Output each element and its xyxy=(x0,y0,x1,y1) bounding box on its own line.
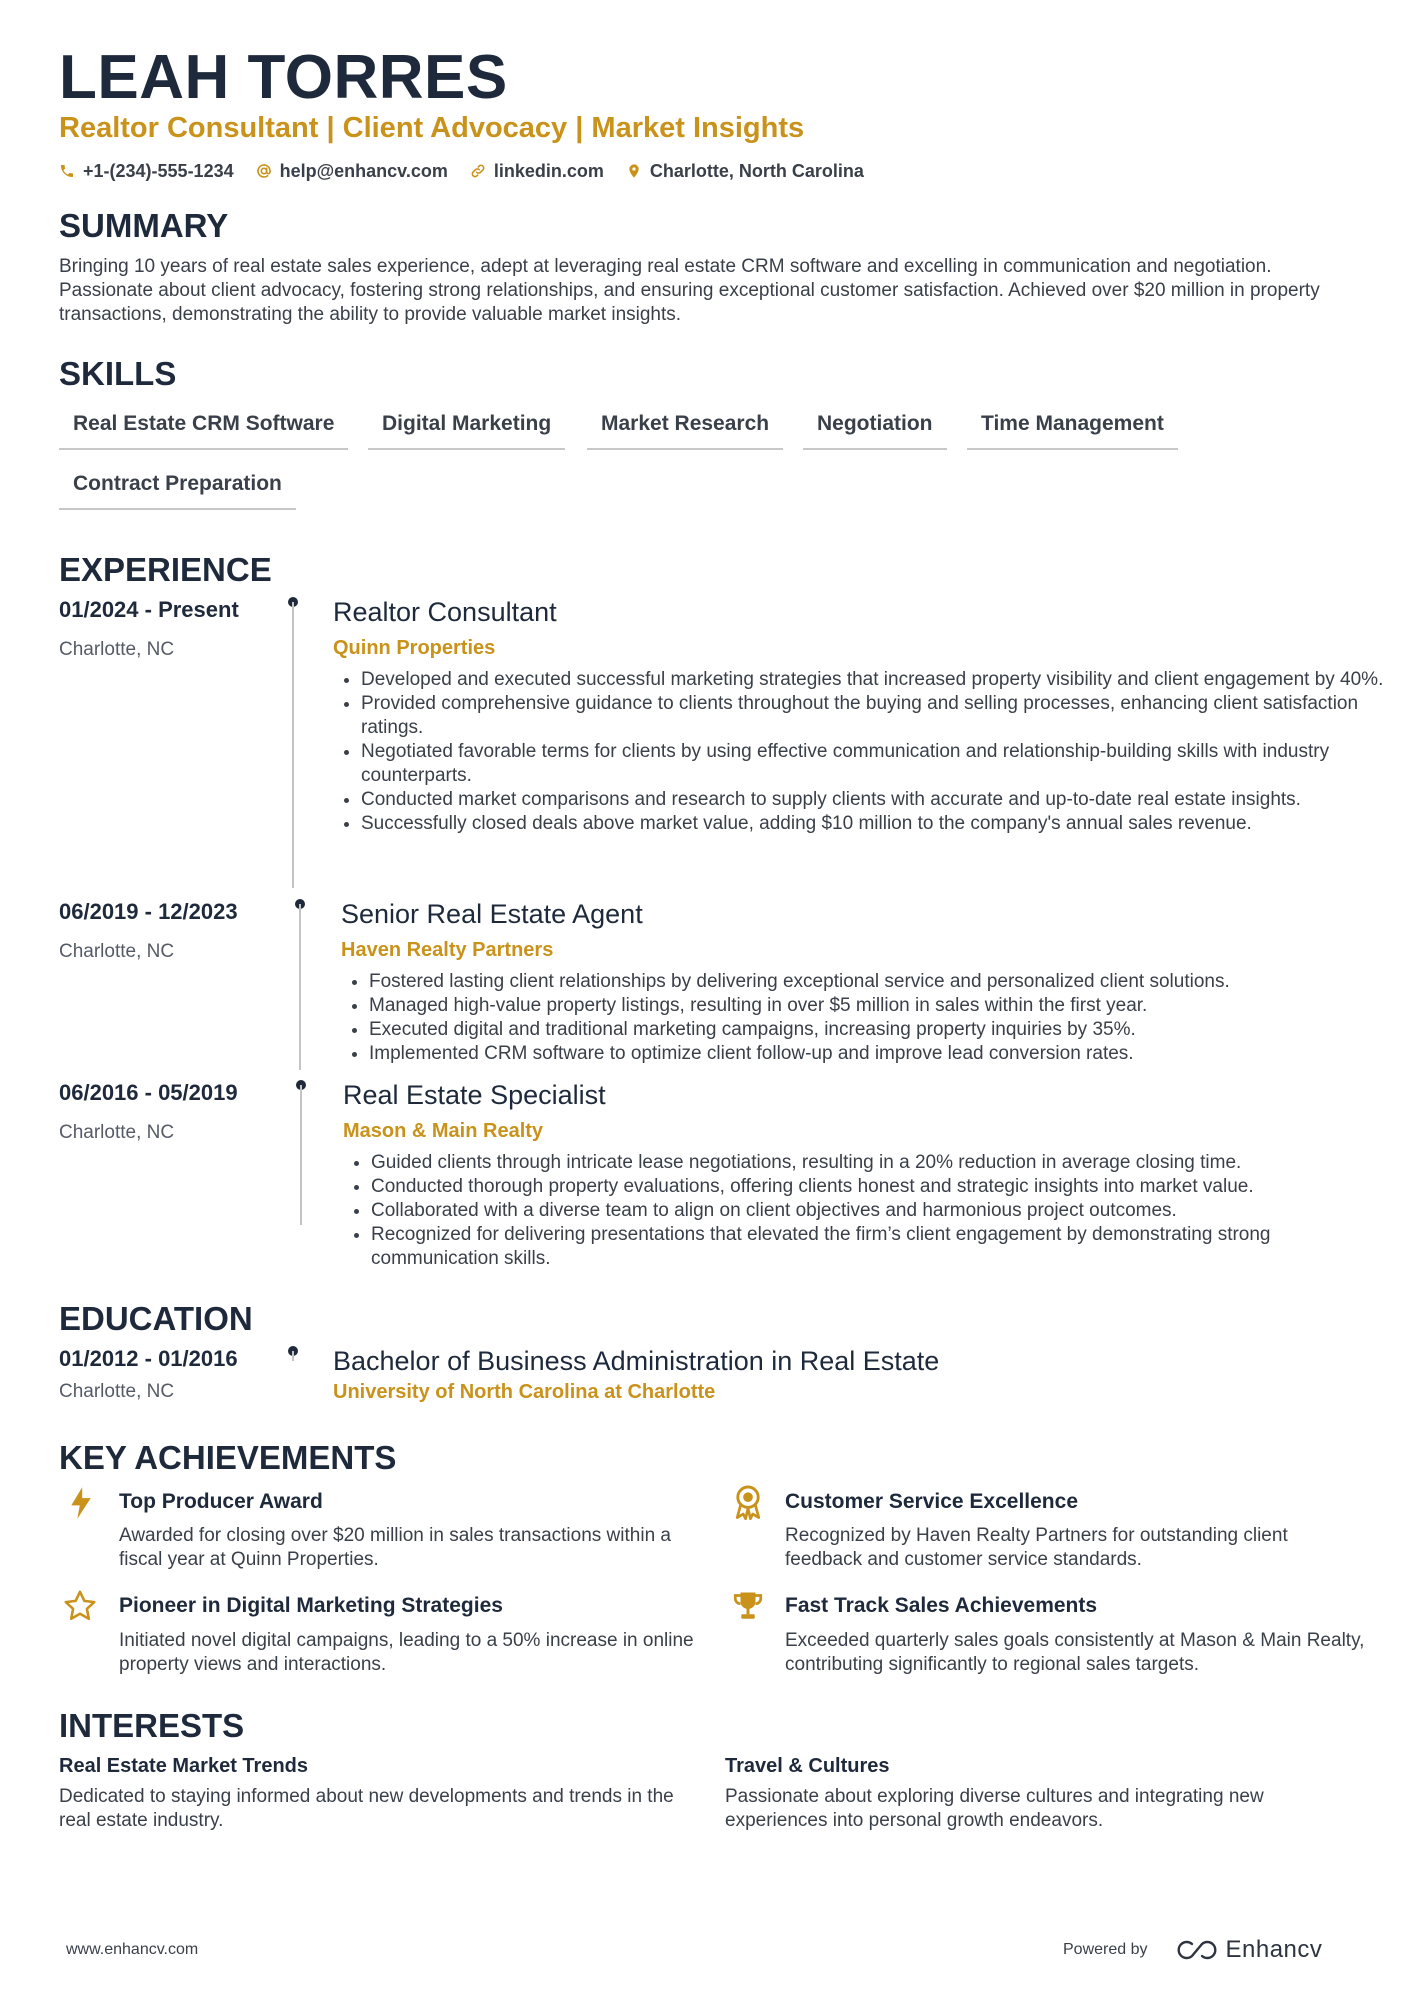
summary-heading: SUMMARY xyxy=(59,207,229,244)
job-bullets xyxy=(343,1151,1391,1271)
skill-tag: Real Estate CRM Software xyxy=(59,410,348,450)
education-heading: EDUCATION xyxy=(59,1300,253,1337)
job-dates: 06/2019 - 12/2023 xyxy=(59,899,238,924)
contact-phone xyxy=(59,158,234,184)
interests-heading: INTERESTS xyxy=(59,1707,245,1744)
timeline-line xyxy=(300,1085,302,1225)
job-bullet: • Negotiated favorable terms for clients by using effective communication and relationship-building skills with industry counterparts. xyxy=(361,740,1391,788)
job-bullet: • Implemented CRM software to optimize client follow-up and improve lead conversion rates. xyxy=(369,1042,1389,1066)
job-bullet: • Executed digital and traditional marketing campaigns, increasing property inquiries by 35%. xyxy=(369,1018,1389,1042)
job-bullet: • Guided clients through intricate lease negotiations, resulting in a 20% reduction in average closing time. xyxy=(371,1151,1391,1175)
job-bullet: • Conducted thorough property evaluations, offering clients honest and strategic insights into market value. xyxy=(371,1175,1391,1199)
contact-linkedin[interactable] xyxy=(470,158,604,184)
powered-by-label: Powered by xyxy=(1063,1941,1148,1958)
achievement-desc: Recognized by Haven Realty Partners for outstanding client feedback and customer service standards. xyxy=(785,1525,1288,1570)
contact-email[interactable] xyxy=(256,158,448,184)
footer-website[interactable]: www.enhancv.com xyxy=(66,1941,199,1958)
star-icon xyxy=(62,1588,98,1624)
achievement-title: Top Producer Award xyxy=(119,1490,323,1513)
contact-bar xyxy=(59,158,864,184)
job-role: Real Estate Specialist xyxy=(343,1080,606,1110)
skills-heading: SKILLS xyxy=(59,355,177,392)
skill-tag: Market Research xyxy=(587,410,783,450)
job-bullets xyxy=(333,668,1391,836)
lightning-icon xyxy=(66,1486,96,1516)
interest-title: Travel & Cultures xyxy=(725,1755,890,1777)
job-company: Quinn Properties xyxy=(333,637,496,659)
achievement-title: Customer Service Excellence xyxy=(785,1490,1078,1513)
link-icon xyxy=(470,163,486,179)
job-role: Realtor Consultant xyxy=(333,597,557,627)
contact-phone-text: +1-(234)-555-1234 xyxy=(83,161,234,181)
footer-branding xyxy=(1063,1936,1322,1964)
education-school: University of North Carolina at Charlotte xyxy=(333,1381,716,1403)
achievement-desc: Initiated novel digital campaigns, leading to a 50% increase in online property views and interactions. xyxy=(119,1630,694,1675)
summary-text: Bringing 10 years of real estate sales experience, adept at leveraging real estate CRM software and excelling in communication and negotiation. Passionate about client advocacy, fostering strong relationships, and ensuring exceptional customer satisfaction. Achieved over $20 million in property transactions, demonstrating the ability to provide valuable market insights. xyxy=(59,256,1320,325)
job-bullet: • Conducted market comparisons and research to supply clients with accurate and up-to-date real estate insights. xyxy=(361,788,1391,812)
at-icon xyxy=(256,163,272,179)
job-role: Senior Real Estate Agent xyxy=(341,899,643,929)
job-bullets xyxy=(341,970,1389,1066)
contact-linkedin-text: linkedin.com xyxy=(493,161,604,181)
education-dates: 01/2012 - 01/2016 xyxy=(59,1346,238,1371)
education-location: Charlotte, NC xyxy=(59,1381,175,1402)
candidate-name: LEAH TORRES xyxy=(59,43,508,112)
job-location: Charlotte, NC xyxy=(59,639,175,660)
contact-location xyxy=(626,158,864,184)
medal-icon xyxy=(731,1484,765,1520)
brand-name: Enhancv xyxy=(1225,1936,1323,1963)
timeline-line xyxy=(292,602,294,888)
achievement-title: Fast Track Sales Achievements xyxy=(785,1594,1098,1617)
skill-tag: Digital Marketing xyxy=(368,410,565,450)
education-degree: Bachelor of Business Administration in Real Estate xyxy=(333,1346,940,1376)
timeline-line xyxy=(292,1351,294,1361)
job-bullet: • Successfully closed deals above market value, adding $10 million to the company's annual sales revenue. xyxy=(361,812,1391,836)
job-location: Charlotte, NC xyxy=(59,1122,175,1143)
skill-tag: Negotiation xyxy=(803,410,947,450)
achievement-title: Pioneer in Digital Marketing Strategies xyxy=(119,1594,503,1617)
job-bullet: • Managed high-value property listings, resulting in over $5 million in sales within the first year. xyxy=(369,994,1389,1018)
interest-desc: Dedicated to staying informed about new developments and trends in the real estate industry. xyxy=(59,1786,674,1831)
enhancv-logo-icon xyxy=(1172,1938,1218,1962)
contact-location-text: Charlotte, North Carolina xyxy=(649,161,864,181)
location-icon xyxy=(626,163,642,179)
skill-tag: Contract Preparation xyxy=(59,470,296,510)
job-dates: 01/2024 - Present xyxy=(59,597,239,622)
experience-heading: EXPERIENCE xyxy=(59,551,272,588)
skill-tag: Time Management xyxy=(967,410,1178,450)
trophy-icon xyxy=(730,1588,766,1624)
job-dates: 06/2016 - 05/2019 xyxy=(59,1080,238,1105)
phone-icon xyxy=(59,163,75,179)
contact-email-text: help@enhancv.com xyxy=(279,161,448,181)
brand-logo[interactable] xyxy=(1172,1936,1323,1964)
candidate-title: Realtor Consultant | Client Advocacy | Market Insights xyxy=(59,112,805,144)
job-bullet: • Fostered lasting client relationships by delivering exceptional service and personalized client solutions. xyxy=(369,970,1389,994)
achievement-desc: Awarded for closing over $20 million in sales transactions within a fiscal year at Quinn Properties. xyxy=(119,1525,671,1570)
achievements-heading: KEY ACHIEVEMENTS xyxy=(59,1439,397,1476)
job-bullet: • Collaborated with a diverse team to align on client objectives and harmonious project outcomes. xyxy=(371,1199,1391,1223)
achievement-desc: Exceeded quarterly sales goals consistently at Mason & Main Realty, contributing significantly to regional sales targets. xyxy=(785,1630,1365,1675)
job-company: Haven Realty Partners xyxy=(341,939,554,961)
job-location: Charlotte, NC xyxy=(59,941,175,962)
interest-title: Real Estate Market Trends xyxy=(59,1755,308,1777)
job-company: Mason & Main Realty xyxy=(343,1120,544,1142)
interest-desc: Passionate about exploring diverse cultures and integrating new experiences into personal growth endeavors. xyxy=(725,1786,1264,1831)
timeline-line xyxy=(299,904,301,1070)
job-bullet: • Recognized for delivering presentations that elevated the firm’s client engagement by demonstrating strong communication skills. xyxy=(371,1223,1391,1271)
job-bullet: • Provided comprehensive guidance to clients throughout the buying and selling processes, enhancing client satisfaction ratings. xyxy=(361,692,1391,740)
job-bullet: • Developed and executed successful marketing strategies that increased property visibility and client engagement by 40%. xyxy=(361,668,1391,692)
